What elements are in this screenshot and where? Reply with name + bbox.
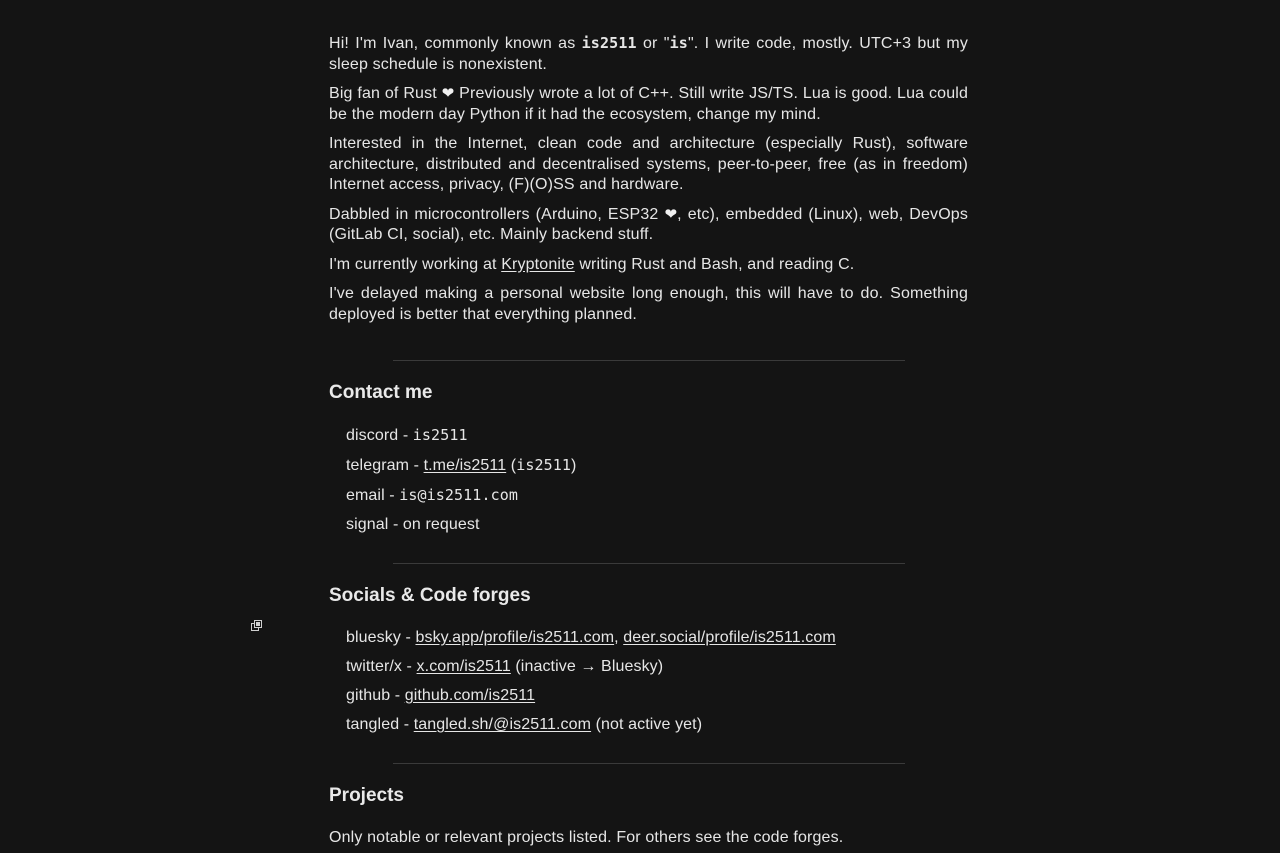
interests-paragraph: Interested in the Internet, clean code and architecture (especially Rust), software architecture, distributed and decentralised systems, peer-to-peer, free (as in freedom) Internet access, privacy, (F)(O)SS and hardware. [329,135,968,193]
intro-text: or " [636,35,670,52]
twitter-link[interactable]: x.com/is2511 [416,658,511,675]
short-handle-code: is [669,34,688,52]
deer-social-link[interactable]: deer.social/profile/is2511.com [623,629,836,646]
email-address: is@is2511.com [399,486,518,504]
projects-heading: Projects [329,785,404,806]
social-github: github - github.com/is2511 [346,687,536,704]
website-paragraph: I've delayed making a personal website long enough, this will have to do. Something deployed is better that everything planned. [329,285,968,323]
intro-text: ". I write code, mostly. UTC+3 but my sleep schedule is nonexistent. [329,35,968,73]
contact-list [329,425,968,535]
cursor-icon-svg [251,620,262,631]
contact-discord: discord - is2511 [346,426,468,444]
handle-code: is2511 [581,34,637,52]
heart-icon: ❤ [441,85,455,102]
divider [393,360,905,361]
socials-heading: Socials & Code forges [329,585,531,606]
contact-heading: Contact me [329,382,433,403]
social-twitter: twitter/x - x.com/is2511 (inactive → Bluesky) [346,658,664,675]
discord-handle: is2511 [412,426,468,444]
intro-text: Hi! I'm Ivan, commonly known as [329,35,582,52]
social-tangled: tangled - tangled.sh/@is2511.com (not active yet) [346,716,703,733]
kryptonite-link[interactable]: Kryptonite [501,255,575,273]
divider [393,763,905,764]
tangled-link[interactable]: tangled.sh/@is2511.com [413,716,592,733]
contact-signal: signal - on request [346,516,480,533]
contact-telegram: telegram - t.me/is2511 (is2511) [346,456,577,474]
intro-paragraph [329,33,968,75]
heart-icon: ❤ [664,205,678,223]
projects-intro: Only notable or relevant projects listed. For others see the code forges. [329,829,844,846]
github-link[interactable]: github.com/is2511 [404,687,536,704]
languages-paragraph: Big fan of Rust ❤ Previously wrote a lot of C++. Still write JS/TS. Lua is good. Lua could be the modern day Python if it had the ecosystem, change my mind. [329,85,968,123]
bluesky-link[interactable]: bsky.app/profile/is2511.com [415,629,615,646]
socials-list [329,628,968,735]
experience-paragraph: Dabbled in microcontrollers (Arduino, ESP32 ❤, etc), embedded (Linux), web, DevOps (GitLab CI, social), etc. Mainly backend stuff. [329,205,968,243]
main-content [329,33,968,853]
telegram-link[interactable]: t.me/is2511 [423,457,507,474]
cursor-icon [251,620,262,631]
telegram-handle: is2511 [516,456,571,474]
work-paragraph: I'm currently working at Kryptonite writing Rust and Bash, and reading C. [329,255,855,273]
contact-email: email - is@is2511.com [346,486,518,504]
divider [393,563,905,564]
social-bluesky: bluesky - bsky.app/profile/is2511.com, deer.social/profile/is2511.com [346,629,836,646]
